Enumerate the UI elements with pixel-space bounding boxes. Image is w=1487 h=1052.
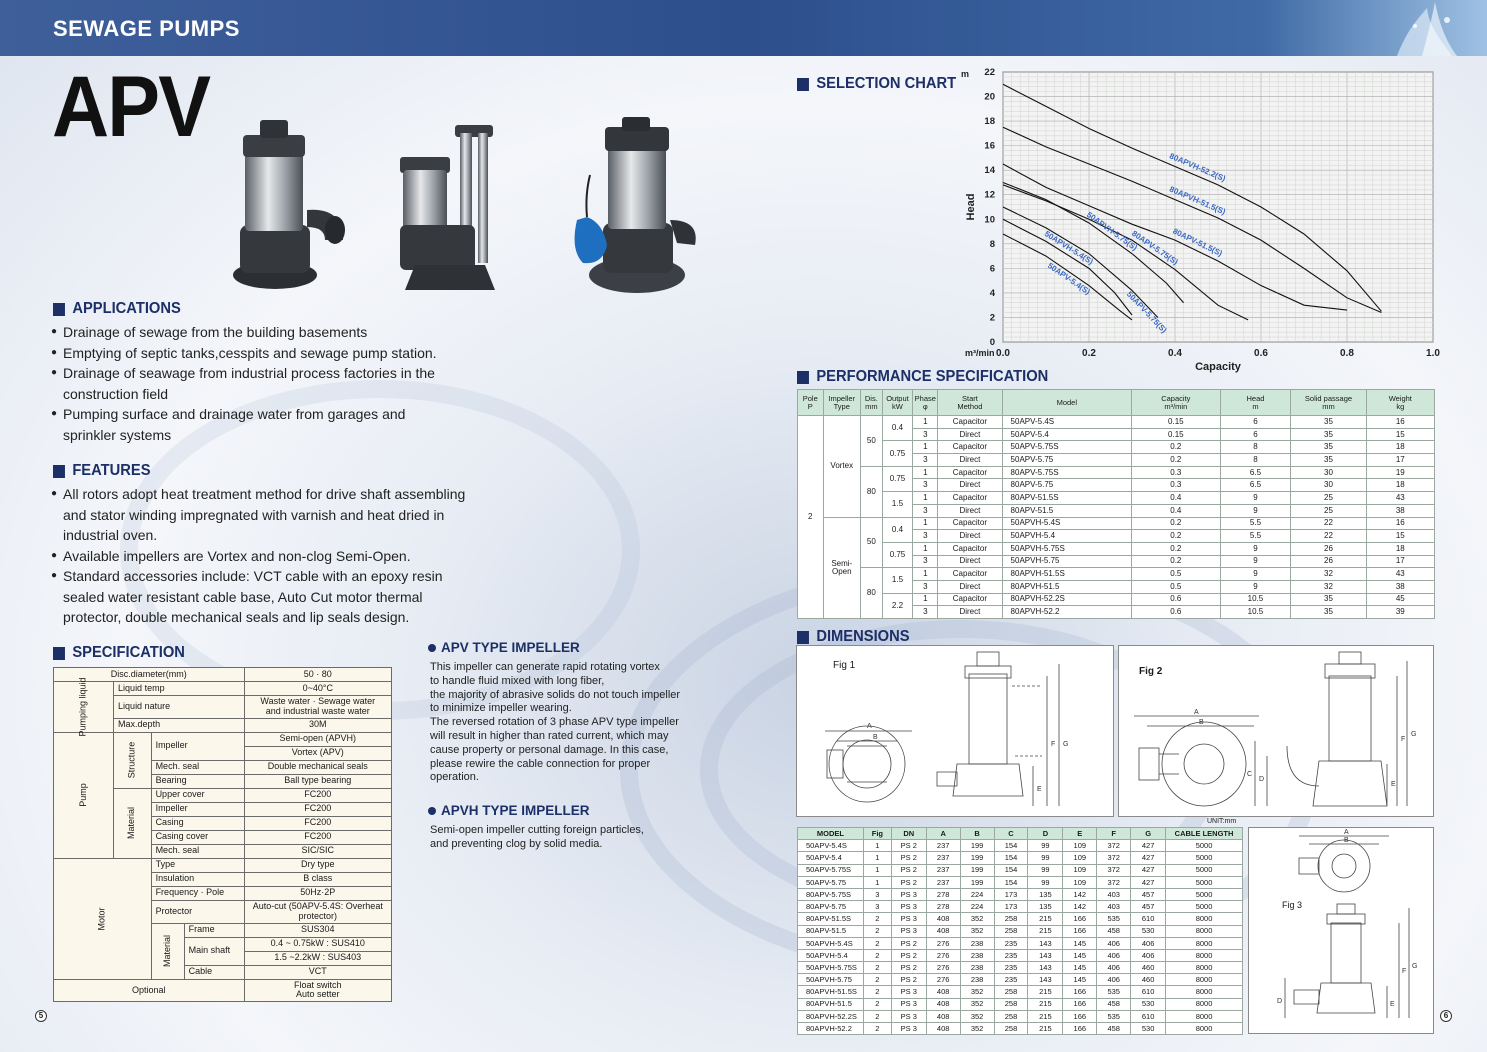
heading-square-icon — [797, 78, 809, 91]
apvh-impeller-text: Semi-open impeller cutting foreign particles, and preventing clog by solid media. — [430, 824, 644, 850]
table-row: 3 Direct 50APVH-5.75 0.2 9 26 17 — [798, 555, 1435, 568]
table-row: 80APV-5.75 3 PS 3 278 224 173 135 142 403 457 5000 — [798, 901, 1243, 913]
x-unit-label: m³/min — [965, 348, 995, 358]
table-row: Motor Type Dry type — [54, 858, 392, 872]
series-label: 50APV-5.4(S) — [1046, 261, 1092, 297]
svg-text:E: E — [1037, 786, 1042, 793]
fig3-drawing — [1249, 828, 1433, 1033]
series-label: 80APVH-51.5(S) — [1168, 184, 1227, 217]
y-tick-label: 0 — [989, 337, 995, 348]
table-row: Mech. seal Double mechanical seals — [54, 760, 392, 774]
heading-square-icon — [797, 371, 809, 384]
performance-heading: PERFORMANCE SPECIFICATION — [797, 368, 1048, 386]
y-unit-label: m — [961, 69, 970, 79]
svg-text:F: F — [1402, 968, 1407, 975]
header-bar — [0, 0, 1487, 56]
water-splash-image — [1357, 0, 1477, 56]
specification-table — [53, 667, 392, 1002]
series-label: 80APV-5.75(S) — [1130, 228, 1180, 267]
table-row: Casing FC200 — [54, 816, 392, 830]
table-row: 80 1.5 1 Capacitor 80APVH-51.5S 0.5 9 32 43 — [798, 568, 1435, 581]
svg-text:C: C — [1247, 771, 1253, 778]
table-row: Max.depth 30M — [54, 718, 392, 732]
list-item: ● Emptying of septic tanks,cesspits and sewage pump station. — [51, 343, 446, 364]
table-row: 80APVH-51.5 2 PS 3 408 352 258 215 166 458 530 8000 — [798, 998, 1243, 1010]
table-row: 2.2 1 Capacitor 80APVH-52.2S 0.6 10.5 35 45 — [798, 593, 1435, 606]
y-tick-label: 4 — [989, 287, 995, 299]
y-tick-label: 20 — [984, 91, 995, 103]
svg-text:E: E — [1390, 1001, 1395, 1008]
svg-text:A: A — [1194, 709, 1199, 716]
apv-impeller-heading: APV TYPE IMPELLER — [428, 640, 580, 655]
table-row: 3 Direct 50APV-5.4 0.15 6 35 15 — [798, 428, 1435, 441]
x-tick-label: 0.4 — [1168, 348, 1182, 359]
y-tick-label: 6 — [989, 263, 995, 275]
table-row: 80 0.75 1 Capacitor 80APV-5.75S 0.3 6.5 30 19 — [798, 466, 1435, 479]
features-heading: FEATURES — [53, 462, 151, 480]
table-header-row: Pole P Impeller Type Dis. mm Output kW Phase φ Start Method Model Capacity m³/min Head m Solid passage mm Weight kg — [798, 390, 1435, 416]
dimensions-table — [797, 827, 1243, 1035]
table-row: Pump Structure Impeller Semi-open (APVH) — [54, 732, 392, 746]
table-row: 3 Direct 80APVH-51.5 0.5 9 32 38 — [798, 580, 1435, 593]
table-row: 50APVH-5.75S 2 PS 2 276 238 235 143 145 406 460 8000 — [798, 962, 1243, 974]
page-number-right: 6 — [1440, 1010, 1452, 1022]
heading-square-icon — [797, 631, 809, 644]
table-row: 80APVH-52.2 2 PS 3 408 352 258 215 166 458 530 8000 — [798, 1023, 1243, 1035]
table-row: 50APVH-5.4 2 PS 2 276 238 235 143 145 406 406 8000 — [798, 949, 1243, 961]
svg-text:B: B — [873, 734, 878, 741]
table-row: 0.75 1 Capacitor 50APVH-5.75S 0.2 9 26 18 — [798, 542, 1435, 555]
apv-impeller-text: This impeller can generate rapid rotating vortex to handle fluid mixed with long fiber, the majority of abrasive solids do not touch impeller to minimize impeller wearing. The reversed rotation of 3 phase APV type impeller will result in higher than rated current, which may cause property or personal damage. In this case, please rewire the cable connection for proper operation. — [430, 661, 681, 784]
bullet-dot-icon — [428, 644, 436, 652]
series-label: 50APV-5.75(S) — [1124, 289, 1169, 335]
table-row: Impeller FC200 — [54, 802, 392, 816]
figure-label: Fig 3 — [1282, 900, 1303, 910]
dimension-figure-3 — [1248, 827, 1434, 1034]
svg-text:G: G — [1412, 963, 1418, 970]
performance-table — [797, 389, 1435, 619]
table-row: Cable VCT — [54, 965, 392, 979]
table-row: 50APV-5.75S 1 PS 2 237 199 154 99 109 372 427 5000 — [798, 864, 1243, 876]
svg-text:G: G — [1411, 731, 1417, 738]
figure-label: Fig 2 — [1139, 666, 1163, 677]
table-row: 80APV-51.5 2 PS 3 408 352 258 215 166 458 530 8000 — [798, 925, 1243, 937]
x-tick-label: 1.0 — [1426, 348, 1440, 359]
list-item: ● All rotors adopt heat treatment method for drive shaft assembling and stator winding impregnated with varnish and heat dried in industrial oven. — [51, 484, 471, 546]
fig2-drawing — [1119, 646, 1433, 816]
table-row: 50APV-5.4S 1 PS 2 237 199 154 99 109 372 427 5000 — [798, 840, 1243, 852]
table-row: Insulation B class — [54, 872, 392, 886]
table-row: Casing cover FC200 — [54, 830, 392, 844]
series-label: 50APVH-5.4(S) — [1042, 229, 1095, 267]
table-row: 0.75 1 Capacitor 50APV-5.75S 0.2 8 35 18 — [798, 441, 1435, 454]
applications-heading: APPLICATIONS — [53, 300, 181, 318]
x-axis-label: Capacity — [1195, 361, 1241, 373]
table-row: Optional Float switch Auto setter — [54, 979, 392, 1002]
table-row: 80APVH-52.2S 2 PS 3 408 352 258 215 166 535 610 8000 — [798, 1010, 1243, 1022]
table-row: Disc.diameter(mm) 50 · 80 — [54, 668, 392, 682]
svg-text:B: B — [1199, 719, 1204, 726]
y-tick-label: 22 — [984, 67, 995, 78]
y-tick-label: 12 — [984, 189, 995, 201]
list-item: ● Drainage of sewage from the building basements — [51, 322, 446, 343]
list-item: ● Drainage of seawage from industrial process factories in the construction field — [51, 363, 446, 404]
x-tick-label: 0.8 — [1340, 348, 1354, 359]
x-tick-label: 0.6 — [1254, 348, 1268, 359]
svg-text:B: B — [1344, 837, 1349, 844]
y-tick-label: 14 — [984, 165, 995, 177]
y-tick-label: 18 — [984, 116, 995, 128]
list-item: ● Available impellers are Vortex and non-clog Semi-Open. — [51, 546, 471, 567]
dimensions-heading: DIMENSIONS — [797, 628, 910, 646]
table-row: 80APVH-51.5S 2 PS 3 408 352 258 215 166 535 610 8000 — [798, 986, 1243, 998]
table-row: Main shaft 0.4 ~ 0.75kW : SUS410 — [54, 937, 392, 951]
svg-text:F: F — [1401, 736, 1406, 743]
list-item: ● Standard accessories include: VCT cable with an epoxy resin sealed water resistant cable base, Auto Cut motor thermal protector, double mechanical seals and lip seals design. — [51, 566, 471, 628]
heading-square-icon — [53, 465, 65, 478]
series-label: 80APV-51.5(S) — [1171, 226, 1224, 259]
svg-text:F: F — [1051, 741, 1056, 748]
table-row: Pumping liquid Liquid temp 0~40°C — [54, 682, 392, 696]
category-title: SEWAGE PUMPS — [53, 16, 240, 41]
bullet-dot-icon — [428, 807, 436, 815]
page-number-left: 5 — [35, 1010, 47, 1022]
table-row: 3 Direct 80APVH-52.2 0.6 10.5 35 39 — [798, 606, 1435, 619]
table-row: 50APV-5.75 1 PS 2 237 199 154 99 109 372 427 5000 — [798, 876, 1243, 888]
y-axis-label: Head — [965, 193, 977, 221]
pump-image-3 — [575, 117, 696, 293]
table-row: Material Upper cover FC200 — [54, 788, 392, 802]
table-row: 80APV-51.5S 2 PS 3 408 352 258 215 166 535 610 8000 — [798, 913, 1243, 925]
specification-heading: SPECIFICATION — [53, 644, 185, 662]
table-row: 1.5 1 Capacitor 80APV-51.5S 0.4 9 25 43 — [798, 492, 1435, 505]
heading-square-icon — [53, 303, 65, 316]
heading-square-icon — [53, 647, 65, 660]
y-tick-label: 16 — [984, 140, 995, 152]
model-title: APV — [52, 59, 210, 155]
table-row: 50APVH-5.75 2 PS 2 276 238 235 143 145 406 460 8000 — [798, 974, 1243, 986]
apvh-impeller-heading: APVH TYPE IMPELLER — [428, 803, 590, 818]
svg-text:E: E — [1391, 781, 1396, 788]
table-row: 3 Direct 80APV-51.5 0.4 9 25 38 — [798, 504, 1435, 517]
table-row: Liquid nature Waste water · Sewage water and industrial waste water — [54, 696, 392, 719]
table-row: Semi- Open 50 0.4 1 Capacitor 50APVH-5.4S 0.2 5.5 22 16 — [798, 517, 1435, 530]
table-row: Protector Auto-cut (50APV-5.4S: Overheat protector) — [54, 900, 392, 923]
table-header-row: MODEL Fig DN A B C D E F G CABLE LENGTH — [798, 828, 1243, 840]
table-row: 3 Direct 50APVH-5.4 0.2 5.5 22 15 — [798, 530, 1435, 543]
svg-text:A: A — [867, 723, 872, 730]
y-tick-label: 10 — [984, 214, 995, 226]
series-label: 80APVH-52.2(S) — [1168, 151, 1227, 184]
unit-label: UNIT:mm — [1207, 818, 1237, 825]
svg-text:G: G — [1063, 741, 1069, 748]
table-row: 3 Direct 50APV-5.75 0.2 8 35 17 — [798, 454, 1435, 467]
table-row: 50APVH-5.4S 2 PS 2 276 238 235 143 145 406 406 8000 — [798, 937, 1243, 949]
list-item: ● Pumping surface and drainage water from garages and sprinkler systems — [51, 404, 446, 445]
dimension-figure-1 — [796, 645, 1114, 817]
table-row: Mech. seal SIC/SIC — [54, 844, 392, 858]
figure-label: Fig 1 — [833, 660, 856, 671]
table-row: Frequency · Pole 50Hz·2P — [54, 886, 392, 900]
table-row: 50APV-5.4 1 PS 2 237 199 154 99 109 372 427 5000 — [798, 852, 1243, 864]
y-tick-label: 8 — [989, 238, 995, 250]
dimension-figure-2 — [1118, 645, 1434, 817]
selection-chart — [952, 65, 1442, 373]
y-tick-label: 2 — [989, 312, 995, 324]
table-row: 80APV-5.75S 3 PS 3 278 224 173 135 142 403 457 5000 — [798, 888, 1243, 900]
table-row: Material Frame SUS304 — [54, 923, 392, 937]
table-row: 2 Vortex 50 0.4 1 Capacitor 50APV-5.4S 0.15 6 35 16 — [798, 416, 1435, 429]
x-tick-label: 0.0 — [996, 348, 1010, 359]
pump-image-1 — [233, 120, 345, 289]
x-tick-label: 0.2 — [1082, 348, 1096, 359]
fig1-drawing — [797, 646, 1113, 816]
pump-image-2 — [400, 125, 495, 290]
table-row: Vortex (APV) — [54, 746, 392, 760]
series-label: 50APVH-5.75(S) — [1084, 210, 1139, 253]
pump-product-images — [225, 115, 705, 305]
selection-chart-heading: SELECTION CHART — [797, 75, 956, 93]
svg-text:D: D — [1259, 776, 1265, 783]
applications-list — [51, 322, 446, 445]
svg-text:D: D — [1277, 998, 1283, 1005]
table-row: 3 Direct 80APV-5.75 0.3 6.5 30 18 — [798, 479, 1435, 492]
table-row: Bearing Ball type bearing — [54, 774, 392, 788]
svg-text:A: A — [1344, 829, 1349, 836]
features-list — [51, 484, 471, 628]
table-row: 1.5 ~2.2kW : SUS403 — [54, 951, 392, 965]
